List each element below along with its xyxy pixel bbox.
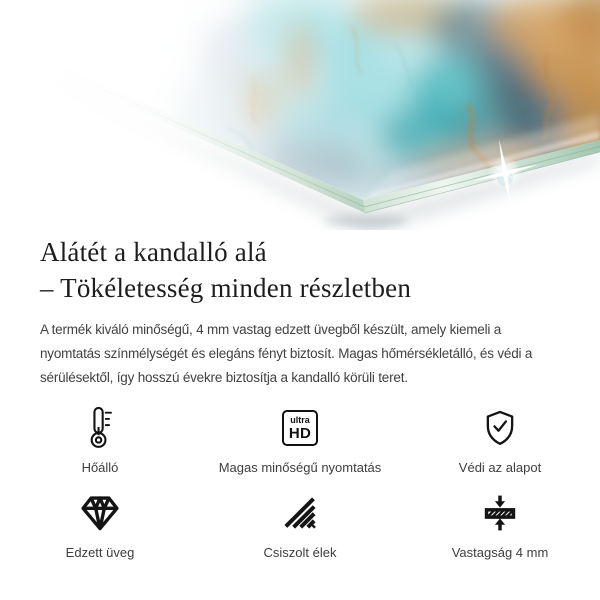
- page-title: [40, 234, 600, 306]
- feature-label: Magas minőségű nyomtatás: [218, 460, 382, 475]
- thermometer-icon: [88, 406, 112, 450]
- feature-polished-edges: [200, 489, 400, 560]
- diamond-icon: [80, 495, 120, 532]
- shield-check-icon: [483, 409, 517, 447]
- feature-base-protection: [400, 404, 600, 475]
- page-title-line1: Alátét a kandalló alá: [40, 237, 267, 267]
- ultra-hd-icon-bottom-text: HD: [288, 424, 312, 442]
- feature-label: Edzett üveg: [65, 545, 135, 560]
- feature-heat-resistant: [0, 404, 200, 475]
- photo-white-fade: [0, 0, 600, 230]
- feature-tempered-glass: [0, 489, 200, 560]
- ultra-hd-icon: [282, 410, 318, 446]
- features-grid: [0, 404, 600, 560]
- product-photo: [0, 0, 600, 230]
- polished-edges-icon: [283, 496, 317, 530]
- thickness-arrows-icon: [481, 494, 519, 532]
- feature-label: Vastagság 4 mm: [451, 545, 549, 560]
- page-title-line2: – Tökéletesség minden részletben: [40, 273, 412, 303]
- glass-hearth-pad-image: [0, 0, 600, 230]
- feature-print-quality: [200, 404, 400, 475]
- ultra-hd-icon-top-text: ultra: [290, 414, 310, 425]
- product-description: A termék kiváló minőségű, 4 mm vastag edzett üvegből készült, amely kiemeli a nyomtatás színmélységét és elegáns fényt biztosít. Magas hőmérsékletálló, és védi a sérülésektől, így hosszú évekre biztosítja a kandalló körüli teret.: [40, 322, 533, 385]
- feature-label: Védi az alapot: [458, 460, 542, 475]
- feature-thickness: [400, 489, 600, 560]
- feature-label: Csiszolt élek: [263, 545, 337, 560]
- feature-label: Hőálló: [81, 460, 119, 475]
